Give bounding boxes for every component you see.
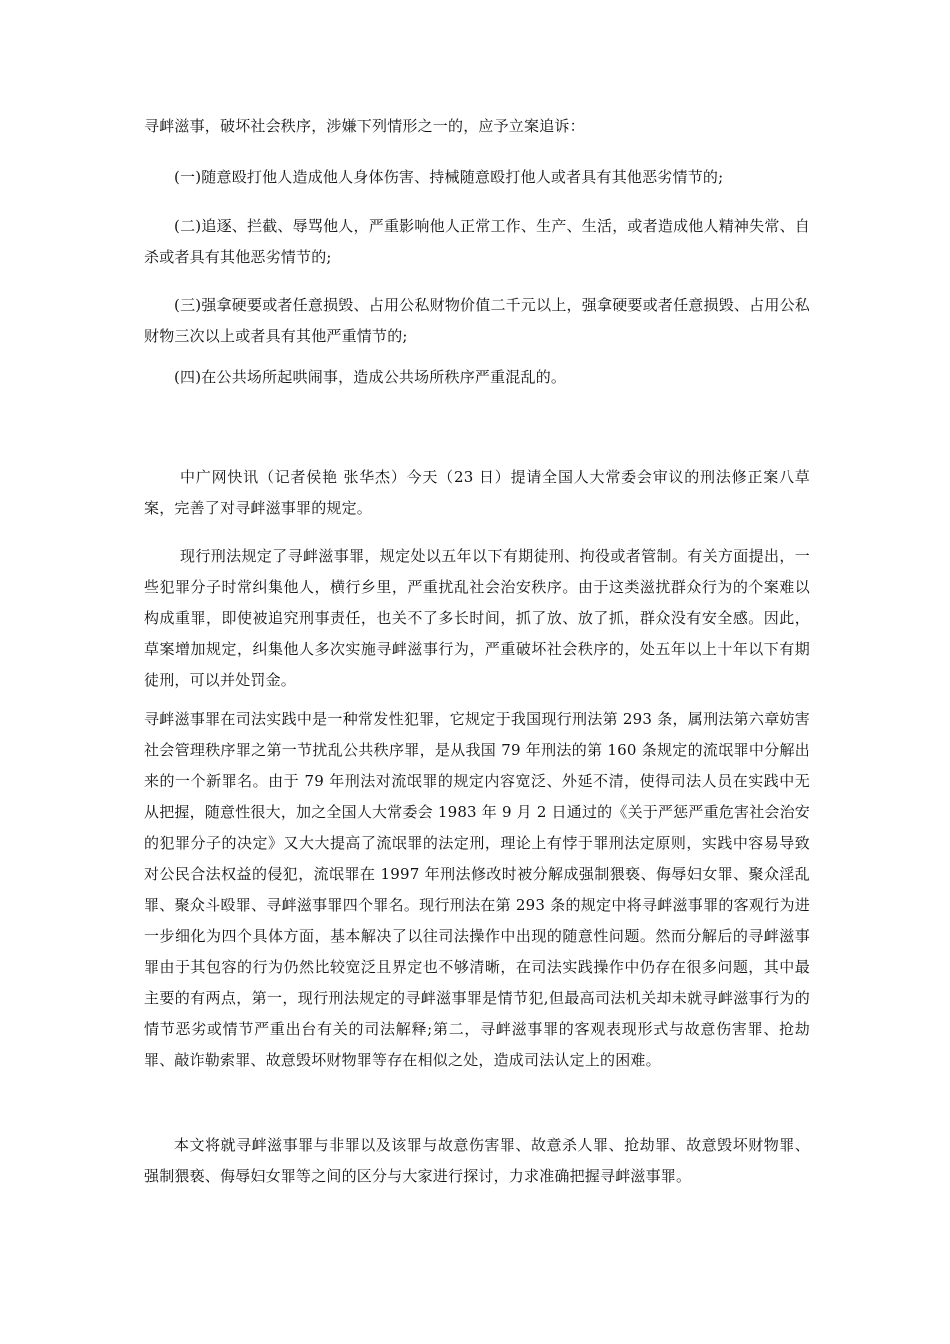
paragraph-item-1: (一)随意殴打他人造成他人身体伤害、持械随意殴打他人或者具有其他恶劣情节的; [174, 168, 724, 186]
paragraph-conclusion: 本文将就寻衅滋事罪与非罪以及该罪与故意伤害罪、故意杀人罪、抢劫罪、故意毁坏财物罪、强制猥亵、侮辱妇女罪等之间的区分与大家进行探讨，力求准确把握寻衅滋事罪。 [144, 1136, 810, 1185]
paragraph-item-4: (四)在公共场所起哄闹事，造成公共场所秩序严重混乱的。 [174, 368, 567, 386]
paragraph-current-law: 现行刑法规定了寻衅滋事罪，规定处以五年以下有期徒刑、拘役或者管制。有关方面提出，一些犯罪分子时常纠集他人，横行乡里，严重扰乱社会治安秩序。由于这类滋扰群众行为的个案难以构成重罪，即使被追究刑事责任，也关不了多长时间，抓了放、放了抓，群众没有安全感。因此，草案增加规定，纠集他人多次实施寻衅滋事行为，严重破坏社会秩序的，处五年以上十年以下有期徒刑，可以并处罚金。 [144, 547, 810, 689]
paragraph-news-lead: 中广网快讯（记者侯艳 张华杰）今天（23 日）提请全国人大常委会审议的刑法修正案八草案，完善了对寻衅滋事罪的规定。 [144, 468, 810, 517]
paragraph-judicial-practice: 寻衅滋事罪在司法实践中是一种常发性犯罪，它规定于我国现行刑法第 293 条，属刑法第六章妨害社会管理秩序罪之第一节扰乱公共秩序罪，是从我国 79 年刑法的第 160 条规定的流氓罪中分解出来的一个新罪名。由于 79 年刑法对流氓罪的规定内容宽泛、外延不清，使得司法人员在实践中无从把握，随意性很大，加之全国人大常委会 1983 年 9 月 2 日通过的《关于严惩严重危害社会治安的犯罪分子的决定》又大大提高了流氓罪的法定刑，理论上有悖于罪刑法定原则，实践中容易导致对公民合法权益的侵犯，流氓罪在 1997 年刑法修改时被分解成强制猥亵、侮辱妇女罪、聚众淫乱罪、聚众斗殴罪、寻衅滋事罪四个罪名。现行刑法在第 293 条的规定中将寻衅滋事罪的客观行为进一步细化为四个具体方面，基本解决了以往司法操作中出现的随意性问题。然而分解后的寻衅滋事罪由于其包容的行为仍然比较宽泛且界定也不够清晰，在司法实践操作中仍存在很多问题，其中最主要的有两点，第一，现行刑法规定的寻衅滋事罪是情节犯,但最高司法机关却未就寻衅滋事行为的情节恶劣或情节严重出台有关的司法解释;第二，寻衅滋事罪的客观表现形式与故意伤害罪、抢劫罪、敲诈勒索罪、故意毁坏财物罪等存在相似之处，造成司法认定上的困难。 [144, 710, 810, 1069]
paragraph-item-3: (三)强拿硬要或者任意损毁、占用公私财物价值二千元以上，强拿硬要或者任意损毁、占用公私财物三次以上或者具有其他严重情节的; [144, 296, 810, 345]
paragraph-intro: 寻衅滋事，破坏社会秩序，涉嫌下列情形之一的，应予立案追诉： [144, 117, 585, 135]
paragraph-item-2: (二)追逐、拦截、辱骂他人，严重影响他人正常工作、生产、生活，或者造成他人精神失常、自杀或者具有其他恶劣情节的; [144, 217, 810, 266]
